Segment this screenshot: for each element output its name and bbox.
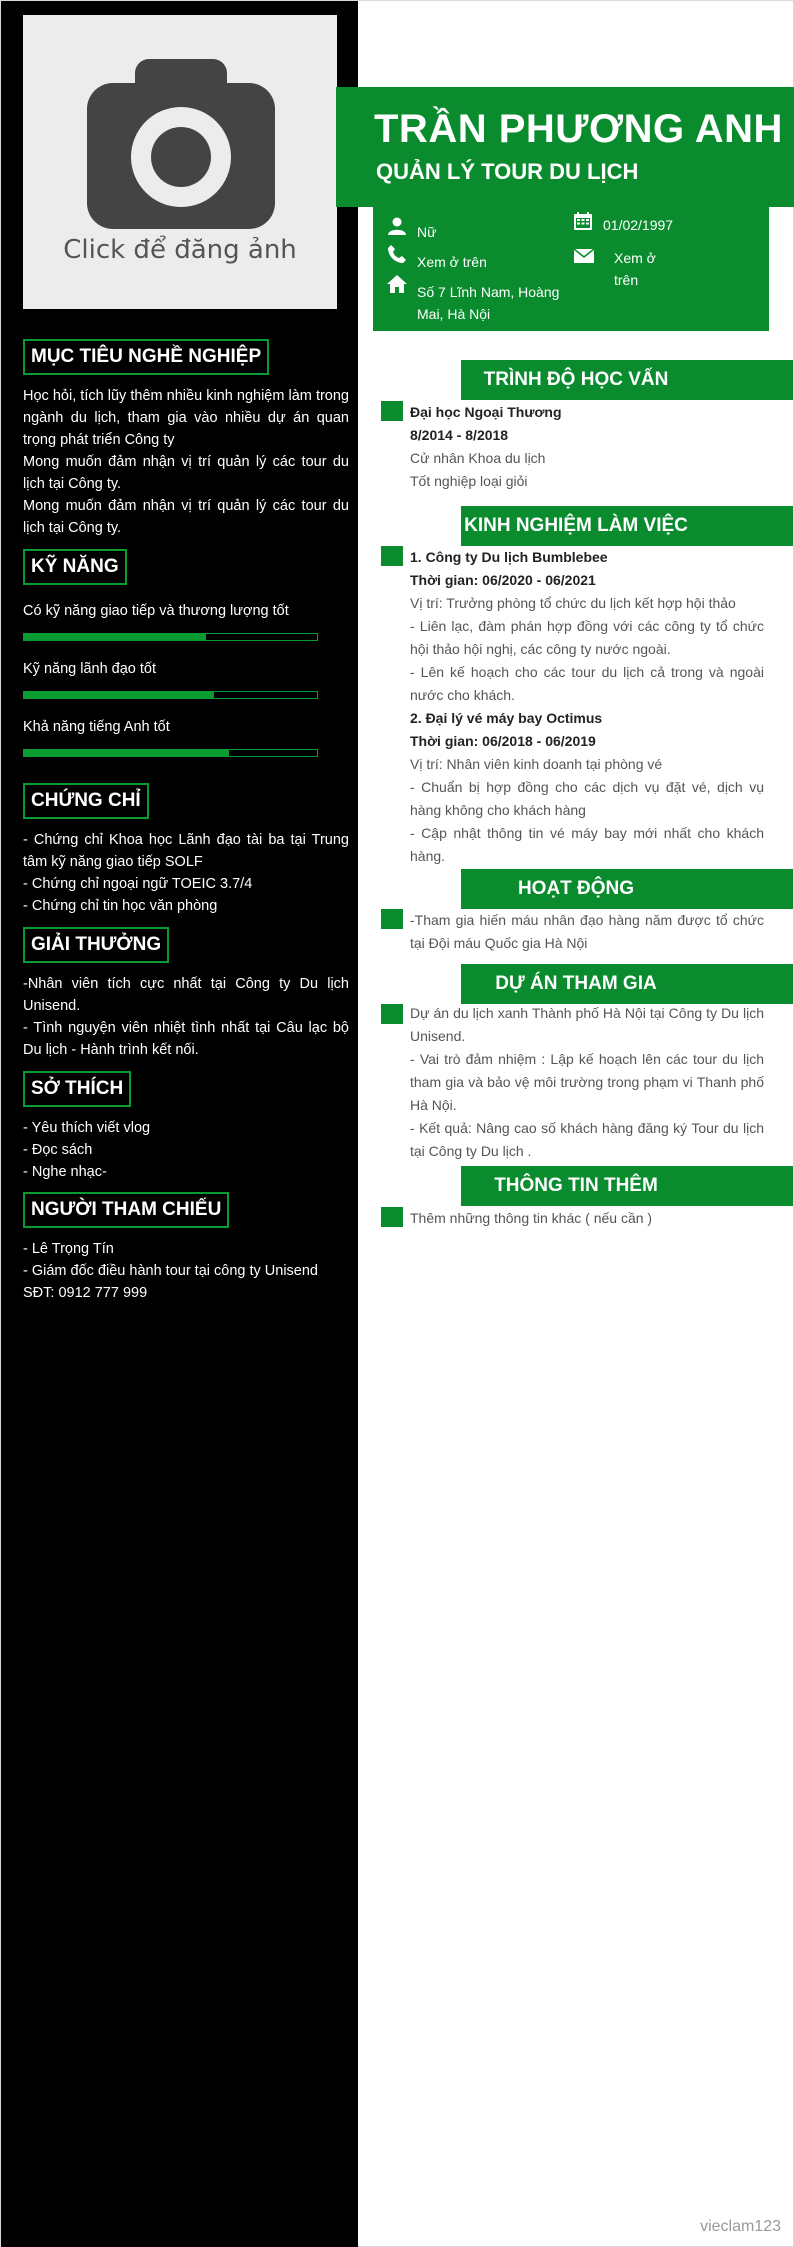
award-line: -Nhân viên tích cực nhất tại Công ty Du lịch Unisend. — [23, 976, 349, 1014]
skill-name: Kỹ năng lãnh đạo tốt — [23, 661, 157, 677]
skill-bar — [23, 691, 318, 699]
section-title: HOẠT ĐỘNG — [517, 878, 635, 899]
projects-header — [461, 964, 793, 1004]
objective-line: Học hỏi, tích lũy thêm nhiều kinh nghiệm làm trong ngành du lịch, tham gia vào nhiều dự án quan trọng phát triển Công ty — [23, 388, 349, 448]
objective-line: Mong muốn đảm nhận vị trí quản lý các tour du lịch tại Công ty. — [23, 498, 349, 536]
candidate-role: QUẢN LÝ TOUR DU LỊCH — [376, 159, 639, 184]
education-block — [410, 401, 764, 493]
section-title: NGƯỜI THAM CHIẾU — [23, 1192, 229, 1228]
phone-icon — [388, 245, 406, 263]
calendar-icon — [574, 212, 592, 230]
email-line: Xem ở — [614, 250, 656, 266]
extra-text: Thêm những thông tin khác ( nếu cần ) — [410, 1210, 653, 1226]
objective-text — [23, 385, 349, 539]
section-title: KINH NGHIỆM LÀM VIỆC — [464, 515, 688, 536]
address-line: Số 7 Lĩnh Nam, Hoàng — [417, 284, 560, 300]
email-line: trên — [614, 272, 639, 288]
reference-line: SĐT: 0912 777 999 — [23, 1285, 148, 1301]
projects-block — [410, 1002, 764, 1163]
skill-item — [23, 717, 349, 775]
references-section — [23, 1192, 349, 1304]
skill-item — [23, 659, 349, 717]
reference-line: - Lê Trọng Tín — [23, 1241, 114, 1257]
experience-header — [461, 506, 793, 546]
certificate-line: - Chứng chỉ ngoại ngữ TOEIC 3.7/4 — [23, 876, 253, 892]
education-major: Cử nhân Khoa du lịch — [410, 450, 546, 466]
watermark: vieclam123 — [700, 2218, 781, 2235]
objective-section — [23, 339, 349, 539]
photo-upload[interactable] — [23, 15, 337, 309]
skill-fill — [24, 634, 206, 640]
education-grade: Tốt nghiệp loại giỏi — [410, 473, 528, 489]
job-line: - Liên lạc, đàm phán hợp đồng với các công ty tổ chức hội thảo hội nghị, các công ty nước ngoài. — [410, 618, 764, 657]
certificate-line: - Chứng chỉ Khoa học Lãnh đạo tài ba tại Trung tâm kỹ năng giao tiếp SOLF — [23, 832, 349, 870]
skills-section — [23, 549, 349, 775]
bullet-square — [381, 909, 403, 929]
skill-fill — [24, 692, 214, 698]
company-name: 1. Công ty Du lịch Bumblebee — [410, 549, 608, 565]
section-title: DỰ ÁN THAM GIA — [495, 973, 657, 994]
address-line: Mai, Hà Nội — [417, 306, 491, 322]
certificates-section — [23, 783, 349, 917]
hobbies-section — [23, 1071, 349, 1183]
extra-block — [410, 1207, 764, 1230]
extra-header — [461, 1166, 793, 1206]
education-period: 8/2014 - 8/2018 — [410, 427, 509, 443]
section-title: MỤC TIÊU NGHỀ NGHIỆP — [23, 339, 269, 375]
camera-icon — [87, 59, 275, 229]
birthday-value: 01/02/1997 — [603, 217, 674, 233]
skill-name: Có kỹ năng giao tiếp và thương lượng tốt — [23, 603, 289, 619]
bullet-square — [381, 546, 403, 566]
references-text — [23, 1238, 349, 1304]
hobby-line: - Đọc sách — [23, 1142, 93, 1158]
email-value — [614, 247, 656, 291]
job-line: - Lên kế hoạch cho các tour du lịch cả trong và ngoài nước cho khách. — [410, 664, 764, 703]
project-line: - Vai trò đảm nhiệm : Lập kế hoạch lên các tour du lịch tham gia và bảo vệ môi trường trong phạm vi Thanh phố Hà Nội. — [410, 1051, 764, 1113]
job-line: Vị trí: Nhân viên kinh doanh tại phòng vé — [410, 756, 663, 772]
activities-header — [461, 869, 793, 909]
project-line: Dự án du lịch xanh Thành phố Hà Nội tại Công ty Du lịch Unisend. — [410, 1005, 764, 1044]
section-title: GIẢI THƯỞNG — [23, 927, 169, 963]
job-line: - Chuẩn bị hợp đồng cho các dịch vụ đặt vé, dịch vụ hàng không cho khách hàng — [410, 779, 764, 818]
activities-block — [410, 909, 764, 955]
job-time: Thời gian: 06/2020 - 06/2021 — [410, 572, 596, 588]
experience-block — [410, 546, 764, 868]
company-name: 2. Đại lý vé máy bay Octimus — [410, 710, 603, 726]
section-title: TRÌNH ĐỘ HỌC VẤN — [483, 369, 669, 390]
skill-bar — [23, 749, 318, 757]
awards-text — [23, 973, 349, 1061]
skill-name: Khả năng tiếng Anh tốt — [23, 719, 170, 735]
gender-value: Nữ — [417, 224, 437, 240]
bullet-square — [381, 1207, 403, 1227]
school-name: Đại học Ngoại Thương — [410, 404, 562, 420]
skill-bar — [23, 633, 318, 641]
skill-fill — [24, 750, 229, 756]
email-icon — [574, 249, 594, 263]
contact-box — [373, 207, 769, 331]
job-line: - Cập nhật thông tin vé máy bay mới nhất cho khách hàng. — [410, 825, 764, 864]
hobbies-text — [23, 1117, 349, 1183]
sidebar — [1, 1, 358, 2247]
objective-line: Mong muốn đảm nhận vị trí quản lý các tour du lịch tại Công ty. — [23, 454, 349, 492]
address-value — [417, 281, 559, 325]
job-time: Thời gian: 06/2018 - 06/2019 — [410, 733, 596, 749]
hobby-line: - Nghe nhạc- — [23, 1164, 107, 1180]
activity-text: -Tham gia hiến máu nhân đạo hàng năm được tổ chức tại Đội máu Quốc gia Hà Nội — [410, 912, 764, 951]
skill-item — [23, 601, 349, 659]
certificate-line: - Chứng chỉ tin học văn phòng — [23, 898, 218, 914]
project-line: - Kết quả: Nâng cao số khách hàng đăng ký Tour du lịch tại Công ty Du lịch . — [410, 1120, 764, 1159]
award-line: - Tình nguyện viên nhiệt tình nhất tại Câu lạc bộ Du lịch - Hành trình kết nối. — [23, 1020, 349, 1058]
job-line: Vị trí: Trưởng phòng tổ chức du lịch kết hợp hội thảo — [410, 595, 736, 611]
home-icon — [387, 275, 407, 293]
section-title: THÔNG TIN THÊM — [494, 1175, 658, 1196]
section-title: KỸ NĂNG — [23, 549, 127, 585]
candidate-name: TRẦN PHƯƠNG ANH — [374, 107, 783, 151]
phone-value: Xem ở trên — [417, 254, 487, 270]
section-title: CHỨNG CHỈ — [23, 783, 149, 819]
user-icon — [388, 217, 406, 235]
bullet-square — [381, 1004, 403, 1024]
photo-label: Click để đăng ảnh — [63, 235, 297, 265]
reference-line: - Giám đốc điều hành tour tại công ty Unisend — [23, 1263, 318, 1279]
education-header — [461, 360, 793, 400]
hobby-line: - Yêu thích viết vlog — [23, 1120, 151, 1136]
section-title: SỞ THÍCH — [23, 1071, 131, 1107]
bullet-square — [381, 401, 403, 421]
awards-section — [23, 927, 349, 1061]
certificates-text — [23, 829, 349, 917]
